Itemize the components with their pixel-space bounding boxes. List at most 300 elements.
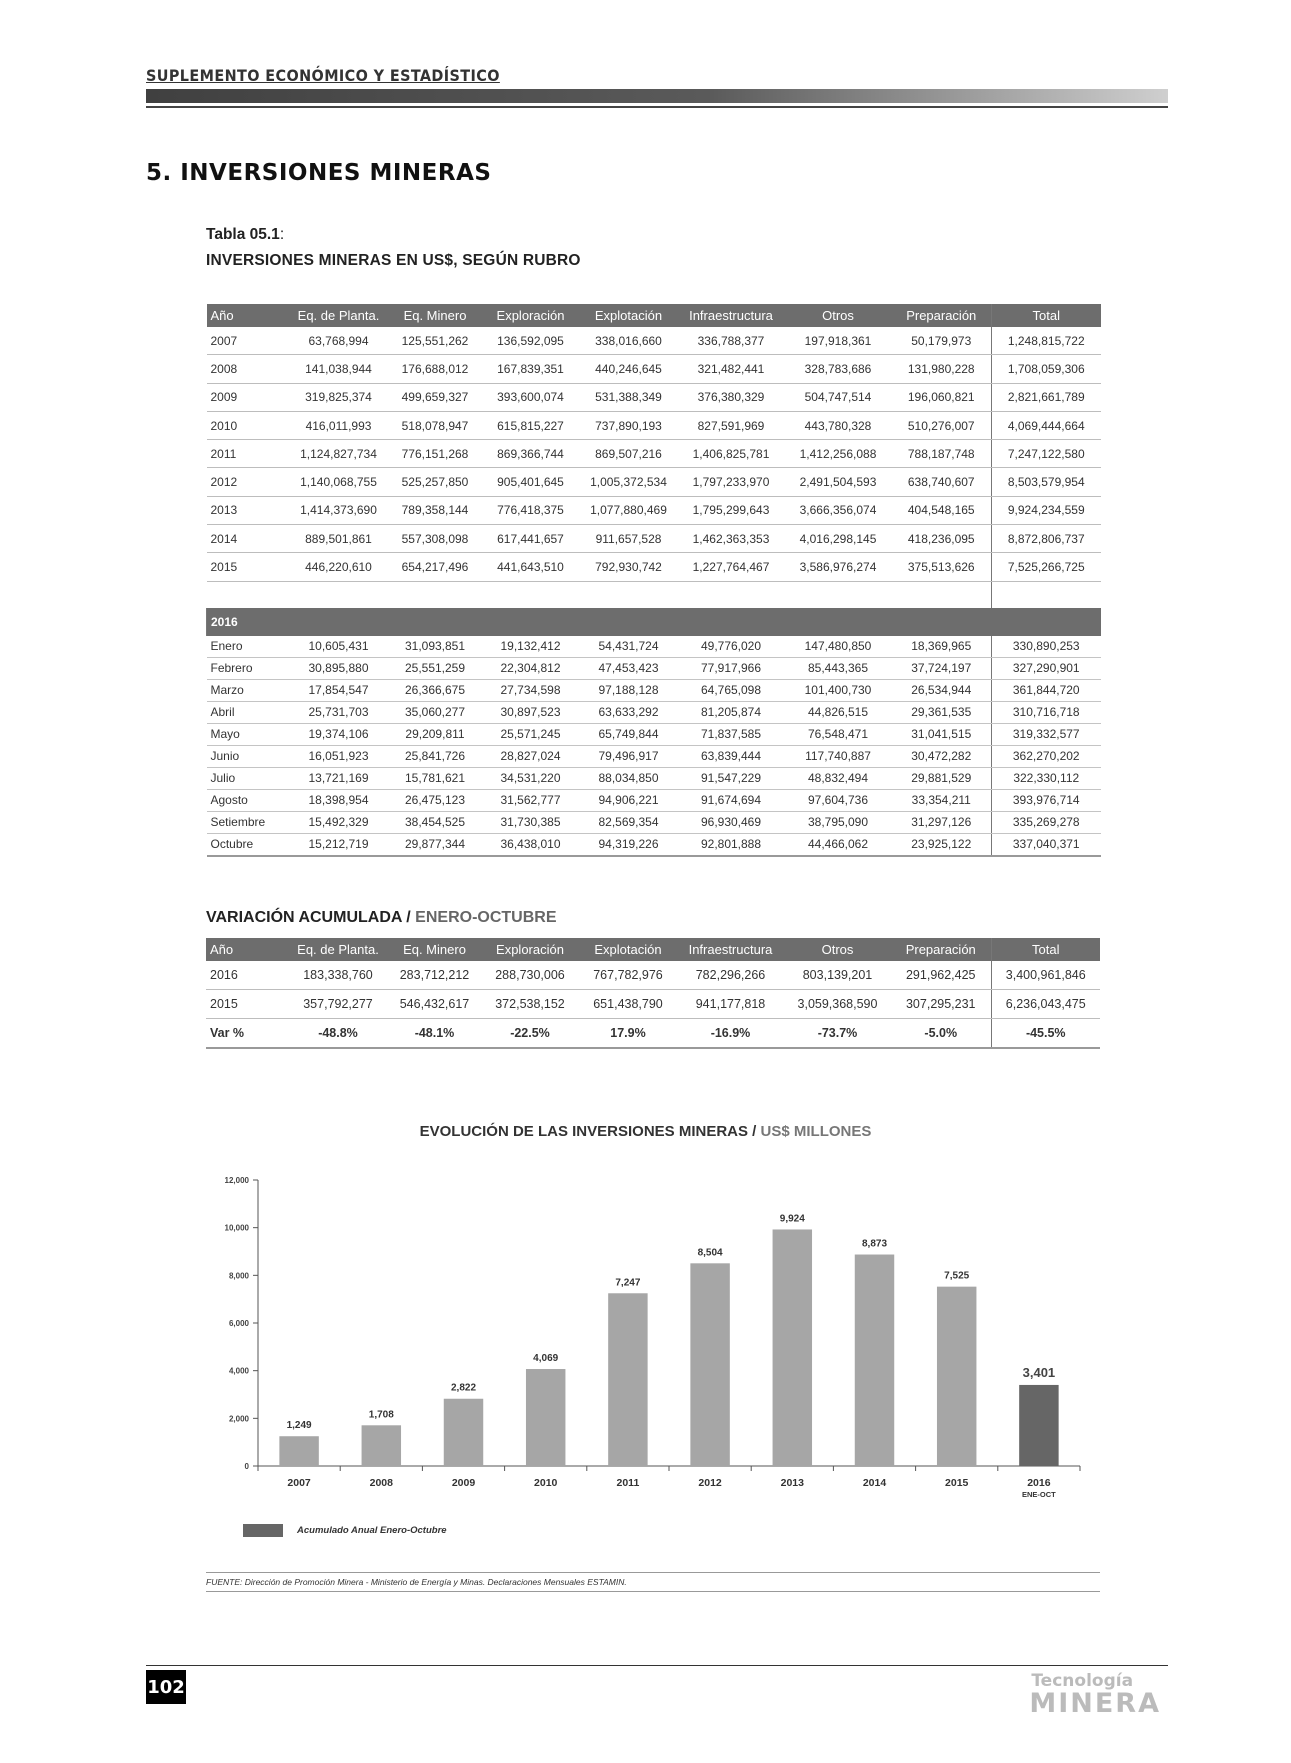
month-rows bbox=[207, 636, 1101, 856]
variation-header-cell: Preparación bbox=[891, 938, 991, 961]
table-cell: 97,188,128 bbox=[580, 679, 678, 701]
table-cell: 361,844,720 bbox=[992, 679, 1101, 701]
table-cell: 803,139,201 bbox=[784, 961, 891, 990]
table-cell: 77,917,966 bbox=[678, 657, 785, 679]
table-cell: 338,016,660 bbox=[580, 327, 678, 355]
table-header-cell: Eq. de Planta. bbox=[289, 304, 389, 327]
header-rule bbox=[146, 106, 1168, 108]
table-cell: 792,930,742 bbox=[580, 553, 678, 581]
bar bbox=[690, 1263, 729, 1466]
table-cell: 13,721,169 bbox=[289, 767, 389, 789]
table-cell: 789,358,144 bbox=[389, 496, 482, 524]
table-cell: 37,724,197 bbox=[892, 657, 992, 679]
table-cell: 905,401,645 bbox=[482, 468, 580, 496]
table-cell: 1,412,256,088 bbox=[785, 440, 892, 468]
table-cell: 31,093,851 bbox=[389, 636, 482, 658]
table-cell: Mayo bbox=[207, 723, 289, 745]
table-cell: Setiembre bbox=[207, 811, 289, 833]
table-cell: 889,501,861 bbox=[289, 525, 389, 553]
table-cell: 1,005,372,534 bbox=[580, 468, 678, 496]
month-row bbox=[207, 811, 1101, 833]
y-tick-label: 8,000 bbox=[228, 1271, 249, 1281]
table-cell: 330,890,253 bbox=[992, 636, 1101, 658]
x-category-label: 2010 bbox=[534, 1477, 558, 1489]
table-cell: 651,438,790 bbox=[579, 990, 677, 1019]
bar-value-label: 1,708 bbox=[368, 1409, 394, 1421]
publication-logo bbox=[1029, 1673, 1161, 1717]
table-cell: 376,380,329 bbox=[678, 383, 785, 411]
table-cell: 776,151,268 bbox=[389, 440, 482, 468]
page-header bbox=[146, 66, 1168, 108]
logo-bottom-text: MINERA bbox=[1029, 1688, 1161, 1719]
year-row bbox=[207, 496, 1101, 524]
table-subtitle: INVERSIONES MINERAS EN US$, SEGÚN RUBRO bbox=[206, 252, 581, 269]
table-cell: 79,496,917 bbox=[580, 745, 678, 767]
month-row bbox=[207, 767, 1101, 789]
variation-header-cell: Año bbox=[206, 938, 288, 961]
month-row bbox=[207, 745, 1101, 767]
variation-title-accent: ENERO-OCTUBRE bbox=[415, 909, 557, 926]
table-cell: 29,209,811 bbox=[389, 723, 482, 745]
table-cell: 63,633,292 bbox=[580, 701, 678, 723]
y-tick-label: 0 bbox=[244, 1462, 249, 1471]
year-row bbox=[207, 553, 1101, 581]
table-caption-suffix: : bbox=[279, 226, 285, 243]
bar-value-label: 2,822 bbox=[450, 1382, 477, 1394]
table-cell: 17,854,547 bbox=[289, 679, 389, 701]
x-category-label: 2011 bbox=[616, 1477, 640, 1489]
table-cell: 96,930,469 bbox=[678, 811, 785, 833]
month-row bbox=[207, 833, 1101, 856]
variation-header-cell: Infraestructura bbox=[677, 938, 784, 961]
table-cell: 44,826,515 bbox=[785, 701, 892, 723]
table-cell: 2015 bbox=[206, 990, 288, 1019]
table-cell: 1,077,880,469 bbox=[580, 496, 678, 524]
year-row bbox=[207, 383, 1101, 411]
table-cell: 17.9% bbox=[579, 1019, 677, 1049]
variation-title bbox=[206, 909, 557, 927]
year-row bbox=[207, 411, 1101, 439]
table-cell: 518,078,947 bbox=[389, 411, 482, 439]
table-cell: 2012 bbox=[207, 468, 289, 496]
table-cell: 362,270,202 bbox=[992, 745, 1101, 767]
table-cell: Enero bbox=[207, 636, 289, 658]
table-cell: -45.5% bbox=[991, 1019, 1100, 1049]
table-cell: 91,674,694 bbox=[678, 789, 785, 811]
table-cell: 337,040,371 bbox=[992, 833, 1101, 856]
table-header-cell: Total bbox=[992, 304, 1101, 327]
table-header-cell: Explotación bbox=[580, 304, 678, 327]
table-cell: 15,492,329 bbox=[289, 811, 389, 833]
x-category-label: 2015 bbox=[945, 1477, 969, 1489]
table-cell: 615,815,227 bbox=[482, 411, 580, 439]
month-row bbox=[207, 723, 1101, 745]
x-category-label: 2012 bbox=[698, 1477, 722, 1489]
footer-rule bbox=[146, 1665, 1168, 1666]
source-note: FUENTE: Dirección de Promoción Minera - Ministerio de Energía y Minas. Declaraciones Mensuales ESTAMIN. bbox=[206, 1577, 627, 1587]
table-cell: 2008 bbox=[207, 355, 289, 383]
table-cell: 30,897,523 bbox=[482, 701, 580, 723]
table-cell: 33,354,211 bbox=[892, 789, 992, 811]
table-cell: 97,604,736 bbox=[785, 789, 892, 811]
year-row bbox=[207, 440, 1101, 468]
table-cell: 2016 bbox=[206, 961, 288, 990]
table-cell: -73.7% bbox=[784, 1019, 891, 1049]
table-cell: 197,918,361 bbox=[785, 327, 892, 355]
table-cell: 19,132,412 bbox=[482, 636, 580, 658]
table-header-cell: Eq. Minero bbox=[389, 304, 482, 327]
variation-table bbox=[206, 938, 1100, 1049]
table-cell: 48,832,494 bbox=[785, 767, 892, 789]
table-cell: 3,586,976,274 bbox=[785, 553, 892, 581]
month-row bbox=[207, 701, 1101, 723]
table-cell: -48.1% bbox=[388, 1019, 481, 1049]
table-cell: 336,788,377 bbox=[678, 327, 785, 355]
bar bbox=[608, 1293, 647, 1466]
variation-title-main: VARIACIÓN ACUMULADA / bbox=[206, 909, 416, 926]
table-cell: 31,297,126 bbox=[892, 811, 992, 833]
x-category-label: 2014 bbox=[862, 1477, 887, 1489]
table-cell: 1,140,068,755 bbox=[289, 468, 389, 496]
table-cell: 30,895,880 bbox=[289, 657, 389, 679]
chart-title bbox=[0, 1123, 1291, 1140]
chart-title-accent: US$ MILLONES bbox=[760, 1123, 872, 1140]
x-category-sublabel: ENE-OCT bbox=[1022, 1490, 1056, 1499]
table-cell: -22.5% bbox=[481, 1019, 579, 1049]
table-cell: 26,366,675 bbox=[389, 679, 482, 701]
table-cell: 525,257,850 bbox=[389, 468, 482, 496]
table-cell: 321,482,441 bbox=[678, 355, 785, 383]
table-cell: 2,821,661,789 bbox=[992, 383, 1101, 411]
table-cell: 418,236,095 bbox=[892, 525, 992, 553]
table-cell: 25,731,703 bbox=[289, 701, 389, 723]
table-cell: 23,925,122 bbox=[892, 833, 992, 856]
table-cell: 546,432,617 bbox=[388, 990, 481, 1019]
table-cell: 47,453,423 bbox=[580, 657, 678, 679]
table-cell: Var % bbox=[206, 1019, 288, 1049]
bar bbox=[526, 1369, 565, 1466]
table-cell: 4,016,298,145 bbox=[785, 525, 892, 553]
table-cell: 30,472,282 bbox=[892, 745, 992, 767]
table-cell: 196,060,821 bbox=[892, 383, 992, 411]
x-category-label: 2016 bbox=[1027, 1477, 1051, 1489]
table-cell: 176,688,012 bbox=[389, 355, 482, 383]
table-cell: 393,600,074 bbox=[482, 383, 580, 411]
table-cell: 64,765,098 bbox=[678, 679, 785, 701]
table-cell: 29,881,529 bbox=[892, 767, 992, 789]
table-cell: 26,534,944 bbox=[892, 679, 992, 701]
table-cell: 2013 bbox=[207, 496, 289, 524]
table-cell: -16.9% bbox=[677, 1019, 784, 1049]
table-cell: 92,801,888 bbox=[678, 833, 785, 856]
table-cell: 15,212,719 bbox=[289, 833, 389, 856]
bar bbox=[1019, 1385, 1058, 1466]
table-cell: 372,538,152 bbox=[481, 990, 579, 1019]
x-category-label: 2013 bbox=[780, 1477, 804, 1489]
table-caption-label: Tabla 05.1 bbox=[206, 226, 280, 243]
table-cell: 81,205,874 bbox=[678, 701, 785, 723]
table-cell: 167,839,351 bbox=[482, 355, 580, 383]
bar-value-label: 7,247 bbox=[615, 1277, 641, 1289]
variation-row bbox=[206, 961, 1100, 990]
y-tick-label: 6,000 bbox=[228, 1319, 249, 1328]
table-cell: -48.8% bbox=[288, 1019, 388, 1049]
table-cell: 2010 bbox=[207, 411, 289, 439]
table-cell: 2015 bbox=[207, 553, 289, 581]
variation-header-cell: Total bbox=[991, 938, 1100, 961]
table-cell: 767,782,976 bbox=[579, 961, 677, 990]
table-cell: 782,296,266 bbox=[677, 961, 784, 990]
table-cell: 6,236,043,475 bbox=[991, 990, 1100, 1019]
table-cell: 94,906,221 bbox=[580, 789, 678, 811]
table-cell: 2011 bbox=[207, 440, 289, 468]
table-cell: Marzo bbox=[207, 679, 289, 701]
table-cell: 117,740,887 bbox=[785, 745, 892, 767]
y-tick-label: 10,000 bbox=[224, 1223, 249, 1233]
table-cell: 1,708,059,306 bbox=[992, 355, 1101, 383]
table-cell: 36,438,010 bbox=[482, 833, 580, 856]
table-cell: 2009 bbox=[207, 383, 289, 411]
table-cell: 1,795,299,643 bbox=[678, 496, 785, 524]
table-cell: 441,643,510 bbox=[482, 553, 580, 581]
table-cell: 82,569,354 bbox=[580, 811, 678, 833]
table-cell: 335,269,278 bbox=[992, 811, 1101, 833]
table-cell: 7,247,122,580 bbox=[992, 440, 1101, 468]
table-cell: 71,837,585 bbox=[678, 723, 785, 745]
table-cell: 310,716,718 bbox=[992, 701, 1101, 723]
variation-header-row bbox=[206, 938, 1100, 961]
table-cell: 3,400,961,846 bbox=[991, 961, 1100, 990]
table-cell: 35,060,277 bbox=[389, 701, 482, 723]
bar-value-label: 4,069 bbox=[533, 1353, 559, 1365]
table-cell: 307,295,231 bbox=[891, 990, 991, 1019]
table-cell: 22,304,812 bbox=[482, 657, 580, 679]
table-cell: 44,466,062 bbox=[785, 833, 892, 856]
table-header-row bbox=[207, 304, 1101, 327]
table-cell: 404,548,165 bbox=[892, 496, 992, 524]
table-cell: 76,548,471 bbox=[785, 723, 892, 745]
table-cell: 91,547,229 bbox=[678, 767, 785, 789]
table-cell: 2014 bbox=[207, 525, 289, 553]
table-cell: 31,730,385 bbox=[482, 811, 580, 833]
table-spacer-row bbox=[207, 581, 1101, 608]
table-cell: 504,747,514 bbox=[785, 383, 892, 411]
table-cell: 1,227,764,467 bbox=[678, 553, 785, 581]
variation-header-cell: Otros bbox=[784, 938, 891, 961]
investment-bar-chart bbox=[206, 1160, 1100, 1515]
table-cell: 328,783,686 bbox=[785, 355, 892, 383]
table-cell: 9,924,234,559 bbox=[992, 496, 1101, 524]
table-cell: 18,369,965 bbox=[892, 636, 992, 658]
table-cell: 49,776,020 bbox=[678, 636, 785, 658]
table-cell: 319,332,577 bbox=[992, 723, 1101, 745]
table-header-cell: Año bbox=[207, 304, 289, 327]
table-header-cell: Exploración bbox=[482, 304, 580, 327]
variation-rows bbox=[206, 961, 1100, 1048]
table-cell: 85,443,365 bbox=[785, 657, 892, 679]
table-cell: 737,890,193 bbox=[580, 411, 678, 439]
table-caption bbox=[206, 226, 284, 244]
bar bbox=[362, 1425, 401, 1466]
table-cell: 34,531,220 bbox=[482, 767, 580, 789]
month-row bbox=[207, 789, 1101, 811]
table-cell: 65,749,844 bbox=[580, 723, 678, 745]
section-title: 5. INVERSIONES MINERAS bbox=[146, 160, 492, 186]
source-block bbox=[206, 1572, 1100, 1592]
table-cell: 25,571,245 bbox=[482, 723, 580, 745]
bar bbox=[855, 1255, 894, 1466]
table-cell: 3,666,356,074 bbox=[785, 496, 892, 524]
chart-legend bbox=[243, 1524, 447, 1537]
variation-percent-row bbox=[206, 1019, 1100, 1049]
x-category-label: 2007 bbox=[287, 1477, 311, 1489]
table-cell: 446,220,610 bbox=[289, 553, 389, 581]
table-cell: 776,418,375 bbox=[482, 496, 580, 524]
month-section-label: 2016 bbox=[207, 608, 1101, 636]
y-tick-label: 2,000 bbox=[228, 1414, 249, 1424]
table-cell: 499,659,327 bbox=[389, 383, 482, 411]
table-cell: 7,525,266,725 bbox=[992, 553, 1101, 581]
month-row bbox=[207, 657, 1101, 679]
table-cell: 2,491,504,593 bbox=[785, 468, 892, 496]
table-cell: 31,041,515 bbox=[892, 723, 992, 745]
table-cell: 288,730,006 bbox=[481, 961, 579, 990]
table-cell: Agosto bbox=[207, 789, 289, 811]
table-cell: 16,051,923 bbox=[289, 745, 389, 767]
table-cell: 50,179,973 bbox=[892, 327, 992, 355]
table-cell: 827,591,969 bbox=[678, 411, 785, 439]
table-header-cell: Preparación bbox=[892, 304, 992, 327]
bar-value-label: 3,401 bbox=[1022, 1364, 1056, 1380]
page-number: 102 bbox=[146, 1670, 186, 1704]
year-row bbox=[207, 327, 1101, 355]
table-cell: Febrero bbox=[207, 657, 289, 679]
table-cell: 440,246,645 bbox=[580, 355, 678, 383]
header-title: SUPLEMENTO ECONÓMICO Y ESTADÍSTICO bbox=[146, 66, 500, 85]
bar bbox=[279, 1436, 318, 1466]
chart-title-main: EVOLUCIÓN DE LAS INVERSIONES MINERAS / bbox=[419, 1123, 761, 1140]
table-cell: 94,319,226 bbox=[580, 833, 678, 856]
bar-value-label: 8,504 bbox=[697, 1247, 723, 1259]
table-cell: 510,276,007 bbox=[892, 411, 992, 439]
table-cell: 319,825,374 bbox=[289, 383, 389, 411]
y-tick-label: 12,000 bbox=[224, 1176, 249, 1185]
table-cell: Junio bbox=[207, 745, 289, 767]
table-cell: 29,877,344 bbox=[389, 833, 482, 856]
header-bar bbox=[146, 89, 1168, 103]
table-cell: 357,792,277 bbox=[288, 990, 388, 1019]
table-cell: 31,562,777 bbox=[482, 789, 580, 811]
table-cell: 1,124,827,734 bbox=[289, 440, 389, 468]
table-cell: 54,431,724 bbox=[580, 636, 678, 658]
bar bbox=[937, 1287, 976, 1466]
table-cell: 654,217,496 bbox=[389, 553, 482, 581]
table-cell: 1,462,363,353 bbox=[678, 525, 785, 553]
table-cell: 19,374,106 bbox=[289, 723, 389, 745]
y-tick-label: 4,000 bbox=[228, 1366, 249, 1376]
variation-header-cell: Explotación bbox=[579, 938, 677, 961]
bar bbox=[773, 1229, 812, 1466]
table-cell: 327,290,901 bbox=[992, 657, 1101, 679]
table-cell: 136,592,095 bbox=[482, 327, 580, 355]
logo-top-text: Tecnología bbox=[1031, 1671, 1134, 1691]
table-cell: 25,551,259 bbox=[389, 657, 482, 679]
table-cell: 322,330,112 bbox=[992, 767, 1101, 789]
bar bbox=[444, 1399, 483, 1466]
table-cell: Abril bbox=[207, 701, 289, 723]
year-row bbox=[207, 525, 1101, 553]
table-cell: 25,841,726 bbox=[389, 745, 482, 767]
month-row bbox=[207, 679, 1101, 701]
table-cell: 788,187,748 bbox=[892, 440, 992, 468]
table-header-cell: Otros bbox=[785, 304, 892, 327]
table-cell: 1,414,373,690 bbox=[289, 496, 389, 524]
table-cell: Octubre bbox=[207, 833, 289, 856]
table-cell: -5.0% bbox=[891, 1019, 991, 1049]
table-cell: 15,781,621 bbox=[389, 767, 482, 789]
table-cell: Julio bbox=[207, 767, 289, 789]
table-cell: 4,069,444,664 bbox=[992, 411, 1101, 439]
table-cell: 869,366,744 bbox=[482, 440, 580, 468]
x-category-label: 2009 bbox=[451, 1477, 476, 1489]
bar-value-label: 7,525 bbox=[944, 1270, 970, 1282]
table-cell: 28,827,024 bbox=[482, 745, 580, 767]
table-cell: 393,976,714 bbox=[992, 789, 1101, 811]
variation-header-cell: Exploración bbox=[481, 938, 579, 961]
bar-value-label: 8,873 bbox=[861, 1238, 888, 1250]
bar-value-label: 9,924 bbox=[779, 1213, 805, 1225]
table-cell: 88,034,850 bbox=[580, 767, 678, 789]
x-category-label: 2008 bbox=[369, 1477, 393, 1489]
table-cell: 531,388,349 bbox=[580, 383, 678, 411]
month-row bbox=[207, 636, 1101, 658]
table-cell: 416,011,993 bbox=[289, 411, 389, 439]
month-section-row bbox=[207, 608, 1101, 636]
table-cell: 869,507,216 bbox=[580, 440, 678, 468]
year-rows bbox=[207, 327, 1101, 581]
year-row bbox=[207, 355, 1101, 383]
table-cell: 29,361,535 bbox=[892, 701, 992, 723]
table-header-cell: Infraestructura bbox=[678, 304, 785, 327]
table-cell: 125,551,262 bbox=[389, 327, 482, 355]
table-cell: 131,980,228 bbox=[892, 355, 992, 383]
table-cell: 27,734,598 bbox=[482, 679, 580, 701]
table-cell: 638,740,607 bbox=[892, 468, 992, 496]
table-cell: 8,503,579,954 bbox=[992, 468, 1101, 496]
table-cell: 3,059,368,590 bbox=[784, 990, 891, 1019]
table-cell: 443,780,328 bbox=[785, 411, 892, 439]
legend-swatch bbox=[243, 1524, 283, 1537]
table-cell: 911,657,528 bbox=[580, 525, 678, 553]
table-cell: 375,513,626 bbox=[892, 553, 992, 581]
table-cell: 283,712,212 bbox=[388, 961, 481, 990]
table-cell: 1,406,825,781 bbox=[678, 440, 785, 468]
table-cell: 63,839,444 bbox=[678, 745, 785, 767]
table-cell: 18,398,954 bbox=[289, 789, 389, 811]
table-cell: 10,605,431 bbox=[289, 636, 389, 658]
table-cell: 141,038,944 bbox=[289, 355, 389, 383]
table-cell: 2007 bbox=[207, 327, 289, 355]
table-cell: 291,962,425 bbox=[891, 961, 991, 990]
table-cell: 38,454,525 bbox=[389, 811, 482, 833]
variation-header-cell: Eq. Minero bbox=[388, 938, 481, 961]
table-cell: 63,768,994 bbox=[289, 327, 389, 355]
variation-header-cell: Eq. de Planta. bbox=[288, 938, 388, 961]
table-cell: 183,338,760 bbox=[288, 961, 388, 990]
table-cell: 617,441,657 bbox=[482, 525, 580, 553]
table-cell: 101,400,730 bbox=[785, 679, 892, 701]
legend-label: Acumulado Anual Enero-Octubre bbox=[297, 1525, 447, 1536]
